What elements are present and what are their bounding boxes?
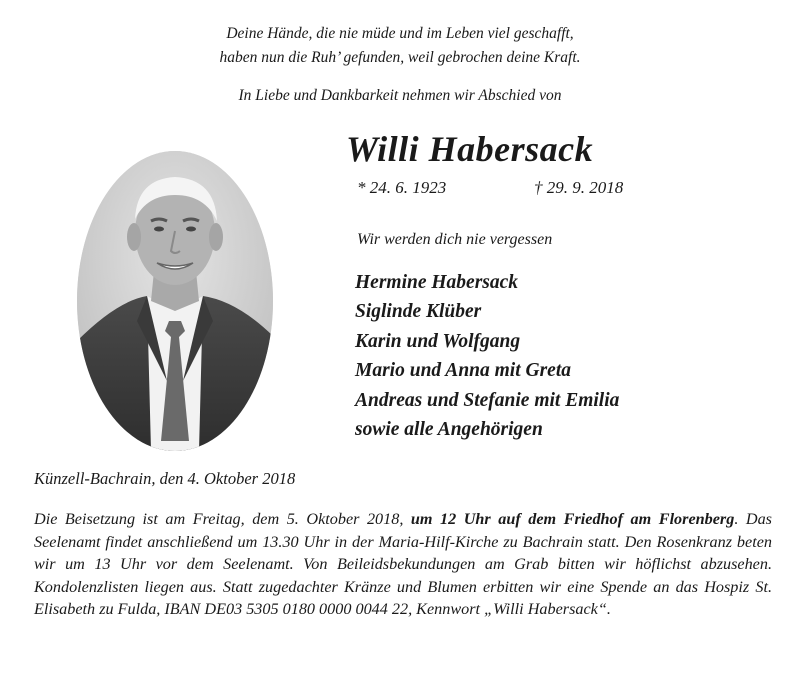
farewell-line: In Liebe und Dankbarkeit nehmen wir Abschied von	[238, 87, 562, 104]
mourner-item: sowie alle Angehörigen	[355, 419, 543, 441]
deceased-name: Willi Habersack	[346, 129, 594, 169]
mourner-item: Andreas und Stefanie mit Emilia	[355, 389, 620, 411]
notice-bold-part: um 12 Uhr auf dem Friedhof am Florenberg	[410, 510, 735, 528]
poem-verse	[0, 22, 800, 70]
never-forget-line: Wir werden dich nie vergessen	[357, 231, 553, 248]
notice-part-1: Die Beisetzung ist am Freitag, dem 5. Oktober 2018,	[34, 510, 411, 528]
mourner-item: Hermine Habersack	[355, 272, 519, 293]
portrait-photo	[77, 151, 273, 451]
poem-line-2: haben nun die Ruh’ gefunden, weil gebrochen deine Kraft.	[219, 49, 581, 66]
mourners-list	[355, 268, 619, 444]
birth-date: * 24. 6. 1923	[357, 178, 447, 197]
funeral-notice-text	[34, 508, 772, 621]
poem-line-1: Deine Hände, die nie müde und im Leben viel geschafft,	[226, 25, 574, 42]
place-and-date: Künzell-Bachrain, den 4. Oktober 2018	[34, 469, 296, 488]
portrait-illustration	[77, 151, 273, 451]
notice-part-2: . Das Seelenamt findet anschließend um 13.30 Uhr in der Maria-Hilf-Kirche zu Bachrain statt. Den Rosenkranz beten wir um 13 Uhr vor dem Seelenamt. Von Beileidsbekundungen am Grab bitten wir höflichst abzusehen. Kondolenzlisten liegen aus. Statt zugedachter Kränze und Blumen erbitten wir eine Spende an das Hospiz St. Elisabeth zu Fulda, IBAN DE03 5305 0180 0000 0044 22, Kennwort „Willi Habersack“.	[34, 510, 772, 618]
mourner-item: Mario und Anna mit Greta	[355, 360, 572, 382]
mourner-item: Karin und Wolfgang	[355, 330, 521, 352]
death-date: † 29. 9. 2018	[534, 178, 624, 197]
mourner-item: Siglinde Klüber	[355, 301, 482, 323]
